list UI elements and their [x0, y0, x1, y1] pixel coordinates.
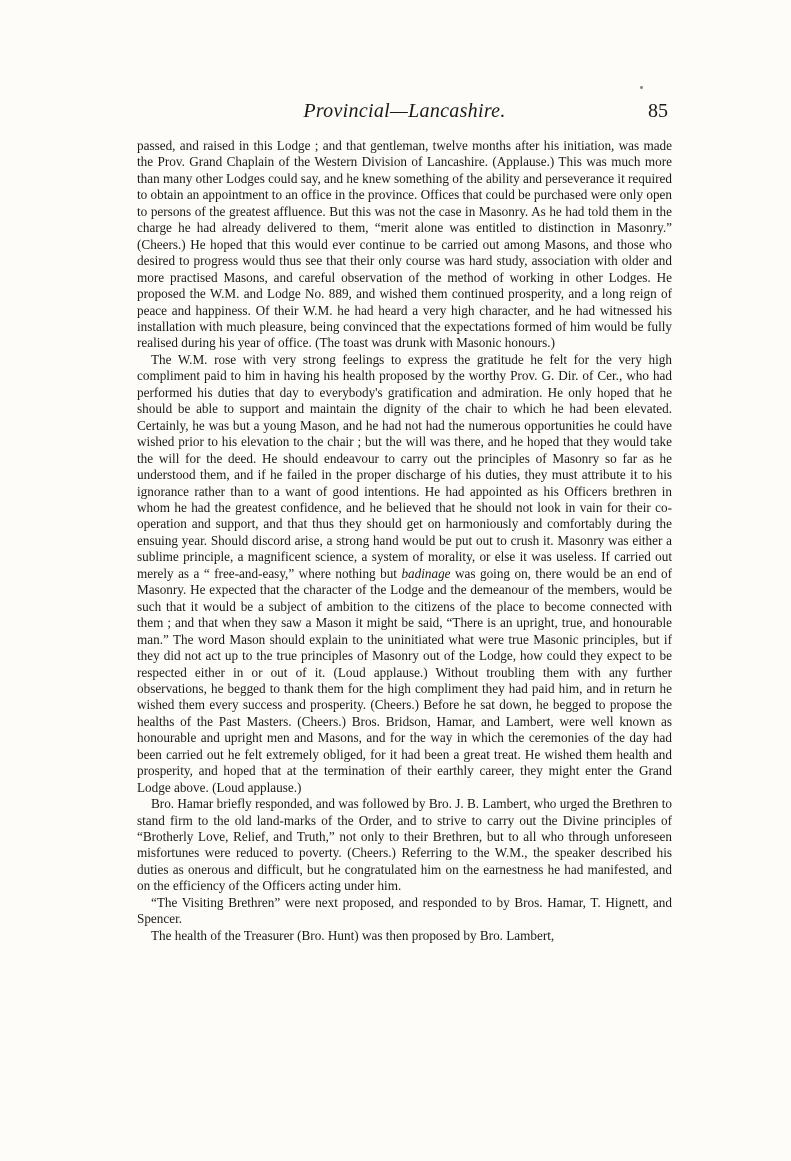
paragraph: The health of the Treasurer (Bro. Hunt) was then proposed by Bro. Lambert,	[151, 927, 555, 943]
italic-word: badinage	[401, 565, 451, 581]
paragraph: The W.M. rose with very strong feelings to express the gratitude he felt for the very high compliment paid to him in having his health proposed by the worthy Prov. G. Dir. of Cer., who had performed his duties that day to everybody's gratification and admiration. He only hoped that he should be able to support and maintain the dignity of the chair to which he had been elevated. Certainly, he was but a young Mason, and he had not had the numerous opportunities he could have wished prior to his elevation to the chair ; but the will was there, and he hoped that they would take the will for the deed. He should endeavour to carry out the principles of Masonry so far as he understood them, and if he failed in the proper discharge of his duties, they must attribute it to his ignorance rather than to a want of good intentions. He had appointed as his Officers brethren in whom he had the greatest confidence, and he believed that he should not look in vain for their co-operation and support, and that thus they should get on harmoniously and comfortably during the ensuing year. Should discord arise, a strong hand would be put out to crush it. Masonry was either a sublime principle, a magnificent science, a system of morality, or else it was useless. If carried out merely as a “ free-and-easy,” where nothing but badinage was going on, there would be an end of Masonry. He expected that the character of the Lodge and the demeanour of the members, would be such that it would be a subject of ambition to the citizens of the place to become connected with them ; and that when they saw a Mason it might be said, “There is an upright, true, and honourable man.” The word Mason should explain to the uninitiated what were true Masonic principles, but if they did not act up to the true principles of Masonry out of the Lodge, how could they expect to be respected either in or out of it. (Loud applause.) Without troubling them with any further observations, he begged to thank them for the high compliment they had paid him, and in return he wished them every success and prosperity. (Cheers.) Before he sat down, he begged to propose the healths of the Past Masters. (Cheers.) Bros. Bridson, Hamar, and Lambert, were well known as honourable and upright men and Masons, and for the way in which the ceremonies of the day had been carried out he felt extremely obliged, for it had been a great treat. He wished them health and prosperity, and hoped that at the termination of their earthly career, they might enter the Grand Lodge above. (Loud applause.)	[137, 351, 672, 795]
paragraph: passed, and raised in this Lodge ; and that gentleman, twelve months after his initiation, was made the Prov. Grand Chaplain of the Western Division of Lancashire. (Applause.) This was much more than many other Lodges could say, and he knew something of the ability and perseverance it required to obtain an appointment to an office in the province. Offices that could be purchased were only open to persons of the greatest affluence. But this was not the case in Masonry. As he had told them in the charge he had already delivered to them, “merit alone was entitled to distinction in Masonry.” (Cheers.) He hoped that this would ever continue to be carried out among Masons, and those who desired to progress would thus see that their only course was hard study, association with older and more practised Masons, and careful observation of the method of working in other Lodges. He proposed the W.M. and Lodge No. 889, and wished them continued prosperity, and a long reign of peace and happiness. Of their W.M. he had heard a very high character, and he had witnessed his installation with much pleasure, being convinced that the expectations formed of him would be fully realised during his year of office. (The toast was drunk with Masonic honours.)	[137, 138, 672, 351]
running-title: Provincial—Lancashire.	[303, 100, 506, 122]
page-header	[137, 100, 672, 126]
body-text	[137, 138, 672, 944]
page-number: 85	[648, 100, 668, 122]
paragraph: “The Visiting Brethren” were next proposed, and responded to by Bros. Hamar, T. Hignett, and Spencer.	[137, 894, 672, 927]
paragraph: Bro. Hamar briefly responded, and was followed by Bro. J. B. Lambert, who urged the Brethren to stand firm to the old land-marks of the Order, and to strive to carry out the Divine principles of “Brotherly Love, Relief, and Truth,” not only to their Brethren, but to all who through unforeseen misfortunes were reduced to poverty. (Cheers.) Referring to the W.M., the speaker described his duties as onerous and difficult, but he congratulated him on the earnestness he had manifested, and on the efficiency of the Officers acting under him.	[137, 796, 672, 894]
ink-speck	[640, 86, 643, 89]
